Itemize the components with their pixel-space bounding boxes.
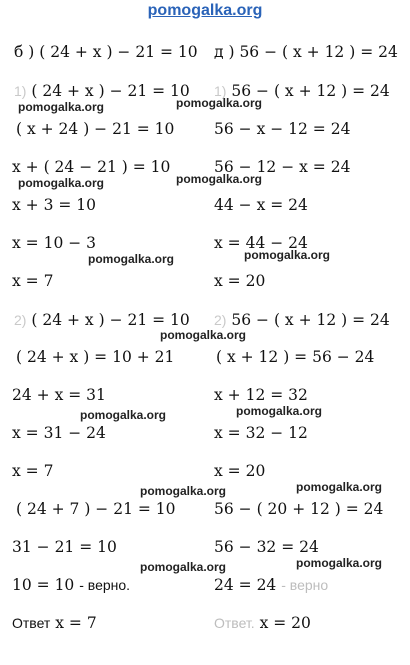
watermark: pomogalka.org [140, 560, 227, 574]
watermark: pomogalka.org [296, 480, 383, 494]
left-method1-first-eq: ( 24 + x ) − 21 = 10 [31, 82, 190, 100]
right-method2-result: x = 20 [214, 462, 266, 480]
right-check-line: 56 − 32 = 24 [214, 538, 319, 556]
left-method1-number: 1) [14, 83, 27, 99]
left-method2-first-eq: ( 24 + x ) − 21 = 10 [31, 311, 190, 329]
left-problem-title: б ) ( 24 + x ) − 21 = 10 [14, 43, 198, 61]
right-problem-title: д ) 56 − ( x + 12 ) = 24 [214, 43, 398, 61]
left-method1-result: x = 7 [12, 272, 54, 290]
watermark: pomogalka.org [176, 172, 263, 186]
right-method2-first-eq: 56 − ( x + 12 ) = 24 [231, 311, 390, 329]
right-method2-step: ( x + 12 ) = 56 − 24 [216, 348, 375, 366]
right-method1-step: x = 44 − 24 [214, 234, 308, 252]
right-answer [214, 614, 311, 632]
left-method1-step: x + ( 24 − 21 ) = 10 [12, 158, 171, 176]
left-method2-step: ( 24 + x ) = 10 + 21 [16, 348, 175, 366]
right-method1-result: x = 20 [214, 272, 266, 290]
right-method2-first [214, 311, 390, 329]
watermark: pomogalka.org [236, 404, 323, 418]
right-answer-label: Ответ. [214, 615, 255, 631]
left-method1-first [14, 82, 190, 100]
watermark: pomogalka.org [244, 248, 331, 262]
right-method2-step: x + 12 = 32 [214, 386, 308, 404]
watermark: pomogalka.org [18, 100, 105, 114]
left-answer-value: x = 7 [55, 614, 97, 632]
right-check-line: 56 − ( 20 + 12 ) = 24 [214, 500, 384, 518]
left-verdict-eq: 10 = 10 [12, 576, 75, 594]
right-method1-step: 44 − x = 24 [214, 196, 308, 214]
left-method2-number: 2) [14, 312, 27, 328]
right-method2-step: x = 32 − 12 [214, 424, 308, 442]
watermark: pomogalka.org [160, 328, 247, 342]
left-method2-step: 24 + x = 31 [12, 386, 106, 404]
left-method1-step: x + 3 = 10 [12, 196, 97, 214]
watermark: pomogalka.org [88, 252, 175, 266]
left-method1-step: x = 10 − 3 [12, 234, 97, 252]
right-answer-value: x = 20 [259, 614, 311, 632]
right-method2-number: 2) [214, 312, 227, 328]
right-method1-number: 1) [214, 83, 227, 99]
watermark: pomogalka.org [296, 556, 383, 570]
watermark: pomogalka.org [18, 176, 105, 190]
left-method2-first [14, 311, 190, 329]
right-verdict-note: - верно [281, 577, 329, 593]
left-verdict [12, 576, 130, 594]
right-verdict-eq: 24 = 24 [214, 576, 277, 594]
left-verdict-note: - верно. [79, 577, 131, 593]
left-answer-label: Ответ [12, 615, 51, 631]
right-method1-first-eq: 56 − ( x + 12 ) = 24 [231, 82, 390, 100]
watermark: pomogalka.org [80, 408, 167, 422]
left-check-line: 31 − 21 = 10 [12, 538, 117, 556]
left-method1-step: ( x + 24 ) − 21 = 10 [16, 120, 175, 138]
right-verdict [214, 576, 328, 594]
right-method1-step: 56 − x − 12 = 24 [214, 120, 351, 138]
left-method2-result: x = 7 [12, 462, 54, 480]
left-answer [12, 614, 97, 632]
site-header-link[interactable]: pomogalka.org [147, 2, 263, 19]
left-check-line: ( 24 + 7 ) − 21 = 10 [16, 500, 176, 518]
left-method2-step: x = 31 − 24 [12, 424, 106, 442]
watermark: pomogalka.org [176, 96, 263, 110]
watermark: pomogalka.org [140, 484, 227, 498]
right-method1-step: 56 − 12 − x = 24 [214, 158, 351, 176]
